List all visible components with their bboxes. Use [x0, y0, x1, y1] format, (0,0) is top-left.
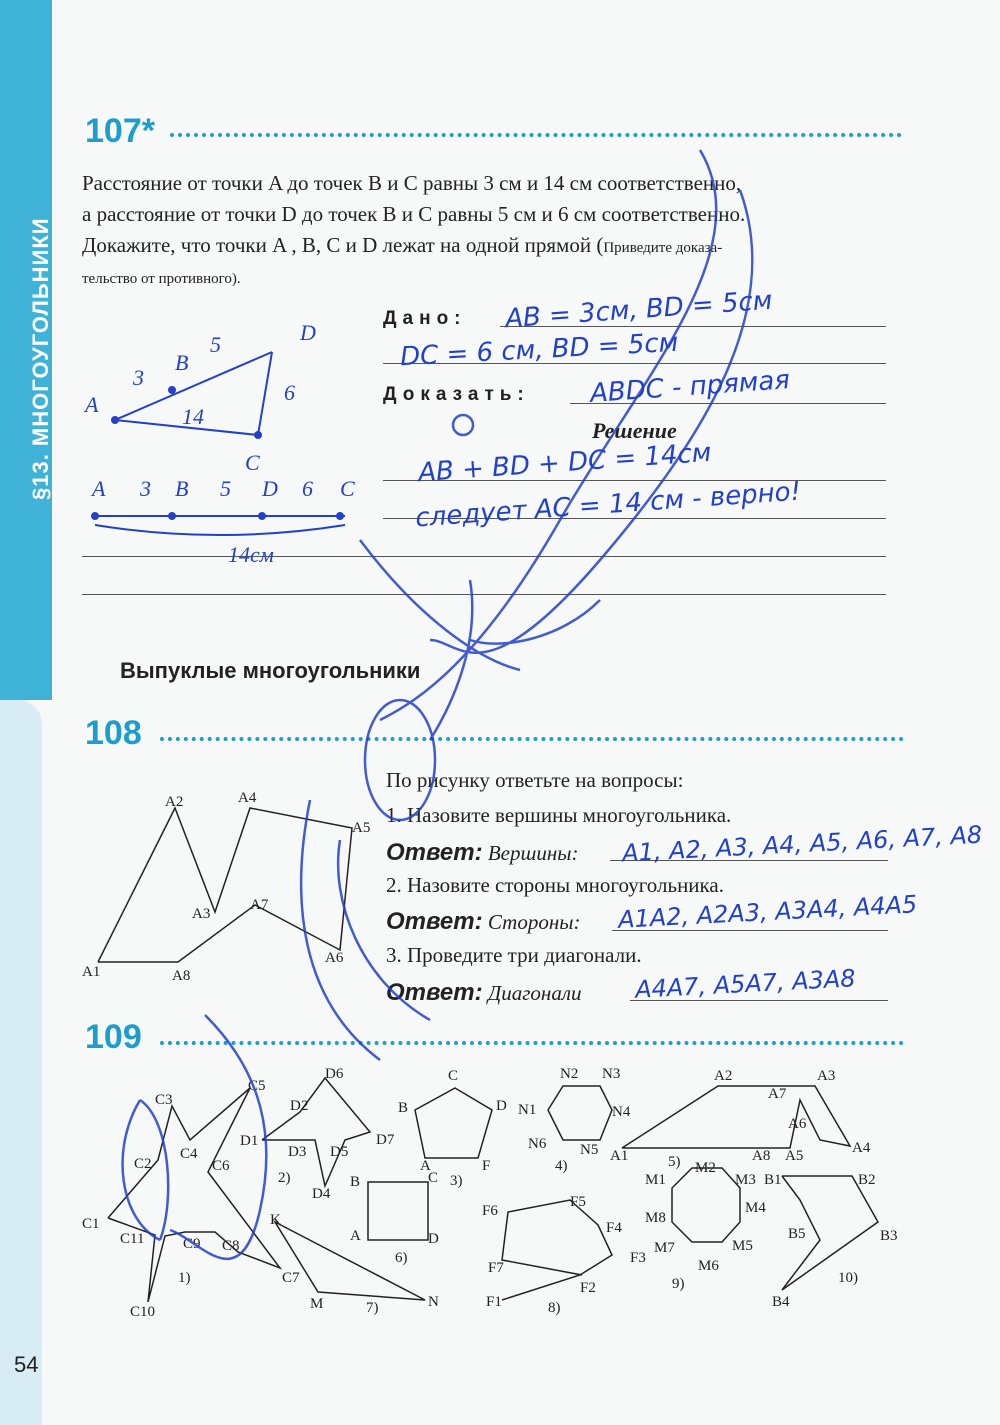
line-label-a: A [92, 476, 106, 501]
f9-m7: M7 [654, 1240, 675, 1256]
f8-f4: F4 [606, 1220, 622, 1236]
f6-d: D [428, 1231, 439, 1247]
v108-a8: A8 [172, 968, 191, 984]
f6-b: B [350, 1174, 361, 1190]
f3-f: F [482, 1158, 491, 1174]
v108-a7: A7 [250, 897, 269, 913]
tri-label-d: D [300, 320, 316, 345]
hw-answer-1: A1, A2, A3, A4, A5, A6, A7, A8 [621, 820, 983, 868]
f1-c2: C2 [134, 1156, 152, 1172]
tri-label-3: 3 [133, 365, 144, 390]
q108-question-2: 2. Назовите стороны многоугольника. [386, 873, 724, 897]
tri-label-14: 14 [182, 404, 204, 429]
f6-a-label: A [350, 1228, 361, 1244]
fig-1-shape [108, 1088, 280, 1302]
f10-b5: B5 [788, 1226, 806, 1242]
f4-n6: N6 [528, 1136, 547, 1152]
f8-f2: F2 [580, 1280, 596, 1296]
f3-b: B [398, 1100, 409, 1116]
f1-c6: C6 [212, 1158, 230, 1174]
f7-k: K [270, 1212, 281, 1228]
fig-9-shape [672, 1168, 740, 1242]
f5-a2: A2 [714, 1068, 733, 1084]
q108-question-3: 3. Проведите три диагонали. [386, 943, 642, 967]
f5-a1: A1 [610, 1148, 629, 1164]
v108-a1: A1 [82, 964, 101, 980]
f3-d: D [496, 1098, 507, 1114]
v108-a5: A5 [352, 820, 371, 836]
solution-label: Решение [592, 418, 677, 443]
f2-d6: D6 [325, 1066, 344, 1082]
line-label-5: 5 [220, 476, 231, 501]
line-label-6: 6 [302, 476, 313, 501]
given-label: Дано: [383, 308, 467, 329]
f1-c5: C5 [248, 1078, 266, 1094]
f10-b4: B4 [772, 1294, 790, 1310]
q108-answer-1: Ответ: Вершины: [386, 839, 579, 866]
f3-a: A [420, 1158, 431, 1174]
task-107-line-1: Расстояние от точки A до точек B и C равны 3 см и 14 см соответственно, [82, 171, 742, 195]
f5-a3: A3 [817, 1068, 836, 1084]
f5-a4: A4 [852, 1140, 871, 1156]
v108-a6: A6 [325, 950, 344, 966]
f1-c3: C3 [155, 1092, 173, 1108]
f9-m4: M4 [745, 1200, 766, 1216]
f2-d3: D3 [288, 1144, 307, 1160]
f9-m2: M2 [695, 1160, 716, 1176]
f9-m8: M8 [645, 1210, 666, 1226]
hw-solution-1: AB + BD + DC = 14см [417, 437, 713, 489]
f10-num: 10) [838, 1270, 858, 1286]
section-title: Выпуклые многоугольники [120, 658, 421, 683]
f9-m3: M3 [735, 1172, 756, 1188]
task-107-line-4: тельство от противного). [82, 271, 241, 287]
f8-f1: F1 [486, 1294, 502, 1310]
line-label-3: 3 [140, 476, 151, 501]
tri-label-6: 6 [284, 380, 295, 405]
line-label-b: B [175, 476, 189, 501]
page-number: 54 [14, 1352, 39, 1377]
f1-c10: C10 [130, 1304, 156, 1320]
task-107-line-figure [92, 513, 345, 535]
v108-a4: A4 [238, 790, 257, 806]
f5-num: 5) [668, 1154, 681, 1170]
q108-answer-2: Ответ: Стороны: [386, 908, 581, 935]
line-label-c: C [340, 476, 355, 501]
line-total: 14см [228, 542, 274, 567]
f8-num: 8) [548, 1300, 561, 1316]
fig-3-shape [415, 1088, 492, 1158]
f2-d2: D2 [290, 1098, 309, 1114]
task-107-number: 107* [85, 112, 155, 150]
q108-answer-3: Ответ: Диагонали [386, 979, 582, 1006]
f5-a5: A5 [785, 1148, 804, 1164]
tri-label-c: C [245, 450, 260, 475]
fig-4-shape [548, 1086, 612, 1140]
task-108-polygon [98, 808, 352, 962]
f10-b1: B1 [764, 1172, 782, 1188]
f6-c: C [428, 1170, 439, 1186]
f10-b3: B3 [880, 1228, 898, 1244]
f5-a8: A8 [752, 1148, 771, 1164]
f1-c7: C7 [282, 1270, 300, 1286]
f4-n5: N5 [580, 1142, 599, 1158]
q108-intro: По рисунку ответьте на вопросы: [386, 768, 684, 792]
f7-m: M [310, 1296, 324, 1312]
hw-answer-2: A1A2, A2A3, A3A4, A4A5 [617, 890, 918, 934]
task-108-number: 108 [85, 714, 142, 752]
f4-n4: N4 [612, 1104, 631, 1120]
f4-n2: N2 [560, 1066, 579, 1082]
f10-b2: B2 [858, 1172, 876, 1188]
f8-f5: F5 [570, 1194, 586, 1210]
f9-m5: M5 [732, 1238, 753, 1254]
f2-d4: D4 [312, 1186, 331, 1202]
f3-c: C [448, 1068, 459, 1084]
f3-num: 3) [450, 1173, 463, 1189]
fig-6-shape [368, 1182, 428, 1240]
chapter-label: §13. МНОГОУГОЛЬНИКИ [28, 217, 53, 500]
f2-num: 2) [278, 1170, 291, 1186]
tri-label-a: A [85, 392, 99, 417]
f2-d5: D5 [330, 1144, 349, 1160]
f5-a7: A7 [768, 1086, 787, 1102]
hw-given-1: AB = 3см, BD = 5см [504, 285, 774, 335]
tri-label-b: B [175, 350, 189, 375]
f9-num: 9) [672, 1276, 685, 1292]
f1-c1: C1 [82, 1216, 100, 1232]
f7-n: N [428, 1294, 439, 1310]
hw-answer-3: A4A7, A5A7, A3A8 [634, 964, 857, 1004]
f9-m6: M6 [698, 1258, 719, 1274]
f8-f3: F3 [630, 1250, 646, 1266]
f2-d7: D7 [376, 1132, 395, 1148]
f1-c11: C11 [120, 1231, 145, 1247]
hw-prove: ABDC - прямая [589, 365, 791, 409]
f6-num: 6) [395, 1250, 408, 1266]
f4-num: 4) [555, 1158, 568, 1174]
task-109-number: 109 [85, 1018, 142, 1056]
pen-scribbles [123, 150, 753, 1259]
fig-5-shape [622, 1086, 850, 1148]
v108-a3: A3 [192, 906, 211, 922]
hw-solution-2: следует AC = 14 см - верно! [414, 476, 802, 534]
f2-d1: D1 [240, 1133, 259, 1149]
f1-c8: C8 [222, 1238, 240, 1254]
f4-n3: N3 [602, 1066, 621, 1082]
f1-num: 1) [178, 1270, 191, 1286]
f9-m1: M1 [645, 1172, 666, 1188]
f1-c4: C4 [180, 1146, 198, 1162]
f8-f7: F7 [488, 1260, 504, 1276]
line-label-d: D [262, 476, 278, 501]
v108-a2: A2 [165, 794, 184, 810]
f7-num: 7) [366, 1300, 379, 1316]
f4-n1: N1 [518, 1102, 537, 1118]
task-107-line-3: Докажите, что точки A , B, C и D лежат на одной прямой (Приведите доказа- [82, 233, 723, 257]
task-107-line-2: а расстояние от точки D до точек B и C равны 5 см и 6 см соответственно. [82, 202, 746, 226]
prove-label: Доказать: [383, 384, 530, 405]
hw-given-2: DC = 6 см, BD = 5см [399, 327, 679, 373]
f5-a6: A6 [788, 1116, 807, 1132]
f1-c9: C9 [183, 1236, 201, 1252]
f8-f6: F6 [482, 1203, 498, 1219]
q108-question-1: 1. Назовите вершины многоугольника. [386, 803, 732, 827]
tri-label-5: 5 [210, 332, 221, 357]
